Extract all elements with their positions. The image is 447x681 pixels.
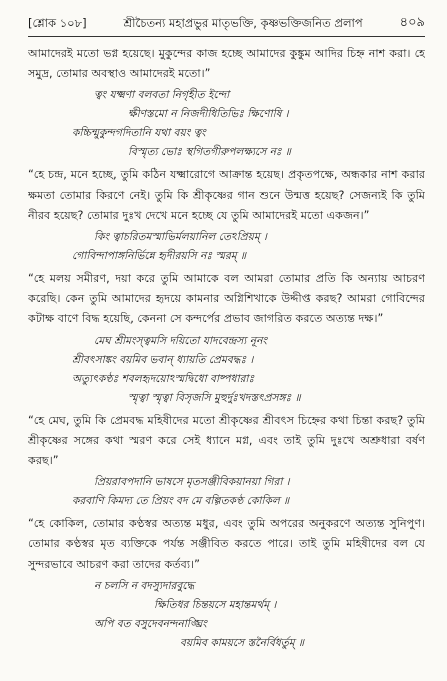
verse-line: প্রিয়রাবপদানি ভাষসে মৃতসঞ্জীবিকয়ানয়া গিরা ।: [94, 476, 290, 489]
page-number: ৪০৯: [399, 15, 425, 30]
running-title: শ্রীচৈতন্য মহাপ্রভুর মাতৃভক্তি, কৃষ্ণভক্তিজনিত প্রলাপ: [123, 16, 363, 30]
verse-line: গোবিন্দাপাঙ্গনির্ভিন্নে হৃদীরয়সি নঃ স্মরম্ ॥: [72, 250, 247, 263]
sanskrit-verse: [28, 473, 425, 511]
verse-line: অপি বত বসুদেবনন্দনাঙ্ঘ্রিং: [94, 617, 207, 630]
verse-line: বয়মিব কাময়সে স্তনৈর্বিধর্তুম্ ॥: [180, 636, 304, 649]
sanskrit-verse: [28, 577, 425, 653]
translation-paragraph: “হে চন্দ্র, মনে হচ্ছে, তুমি কঠিন যক্ষ্মারোগে আক্রান্ত হয়েছ। প্রকৃতপক্ষে, অন্ধকার নাশ করার ক্ষমতা তোমার কিরণে নেই। তুমি কি শ্রীকৃষ্ণের গান শুনে উন্মত্ত হয়েছ? সেজন্যই কি তুমি নীরব হয়েছ? তোমার দুঃখ দেখে মনে হচ্ছে যে তুমি আমাদেরই মতো একজন।”: [28, 168, 425, 222]
translation-paragraph: “হে মলয় সমীরণ, দয়া করে তুমি আমাকে বল আমরা তোমার প্রতি কি অন্যায় আচরণ করেছি। কেন তুমি আমাদের হৃদয়ে কামনার অগ্নিশিখাকে উদ্দীপ্ত করছ? আমরা গোবিন্দের কটাক্ষ বাণে বিদ্ধ হয়েছি, কেননা সে কন্দর্পের প্রভাব জাগরিত করতে অত্যন্ত দক্ষ।”: [28, 272, 425, 326]
verse-line: কিং ত্বাচরিতমস্মাভির্মলয়ানিল তেঽপ্রিয়ম্ ।: [94, 231, 267, 244]
verse-line: করবাণি কিমদ্য তে প্রিয়ং বদ মে বল্গিতকণ্ঠ কোকিল ॥: [72, 495, 290, 508]
translation-paragraph: আমাদেরই মতো ভগ্ন হয়েছে। মুকুন্দের কাজ হচ্ছে আমাদের কুঙ্কুম আদির চিহ্ন নাশ করা। হে সমুদ্র, তোমার অবস্থাও আমাদেরই মতো।”: [28, 47, 425, 81]
verse-line: অত্যুৎকণ্ঠঃ শবলহৃদয়োঽস্মদ্বিধো বাষ্পধারাঃ: [72, 372, 255, 385]
verse-line: কচ্চিন্মুকুন্দগদিতানি যথা বয়ং ত্বং: [72, 127, 206, 140]
sanskrit-verse: [28, 86, 425, 162]
verse-reference: [শ্লোক ১০৮]: [28, 16, 87, 30]
sanskrit-verse: [28, 228, 425, 266]
page-header: [28, 12, 425, 37]
verse-line: ত্বং যক্ষ্মণা বলবতা নিগৃহীত ইন্দো: [94, 89, 230, 102]
translation-paragraph: “হে মেঘ, তুমি কি প্রেমবদ্ধ মহিষীদের মতো শ্রীকৃষ্ণের শ্রীবৎস চিহ্নের কথা চিন্তা করছ? তুমি শ্রীকৃষ্ণের সঙ্গের কথা স্মরণ করে সেই ধ্যানে মগ্ন, এবং তাই তুমি দুঃখে অশ্রুধারা বর্ষণ করছ।”: [28, 413, 425, 468]
verse-line: মেঘ শ্রীমংস্ত্বমসি দয়িতো যাদবেন্দ্রস্য নূনং: [94, 334, 267, 347]
verse-line: স্মৃত্বা স্মৃত্বা বিসৃজসি মুহুর্দুঃখদস্তৎপ্রসঙ্গঃ ॥: [128, 391, 301, 404]
verse-line: বিস্মৃত্য ভোঃ স্থগিতগীরুপলক্ষ্যসে নঃ ॥: [128, 146, 291, 159]
verse-line: ন চলসি ন বদস্যুদারবুদ্ধে: [94, 579, 195, 592]
verse-line: ক্ষিতিধর চিন্তয়সে মহান্তমর্থম্ ।: [154, 598, 277, 611]
verse-line: শ্রীবৎসাঙ্কং বয়মিব ভবান্ ধ্যায়তি প্রেমবদ্ধঃ ।: [72, 353, 254, 366]
sanskrit-verse: [28, 332, 425, 408]
verse-line: ক্ষীণস্তমো ন নিজদীধিতিভিঃ ক্ষিণোষি ।: [128, 108, 289, 121]
page-body: [28, 44, 425, 673]
translation-paragraph: “হে কোকিল, তোমার কণ্ঠস্বর অত্যন্ত মধুর, এবং তুমি অপরের অনুকরণে অত্যন্ত সুনিপুণ। তোমার কণ্ঠস্বর মৃত ব্যক্তিকে পর্যন্ত সঞ্জীবিত করতে পারে। তাই তুমি মহিষীদের বল যে সুন্দরভাবে আচরণ করা তাদের কর্তব্য।”: [28, 517, 425, 571]
